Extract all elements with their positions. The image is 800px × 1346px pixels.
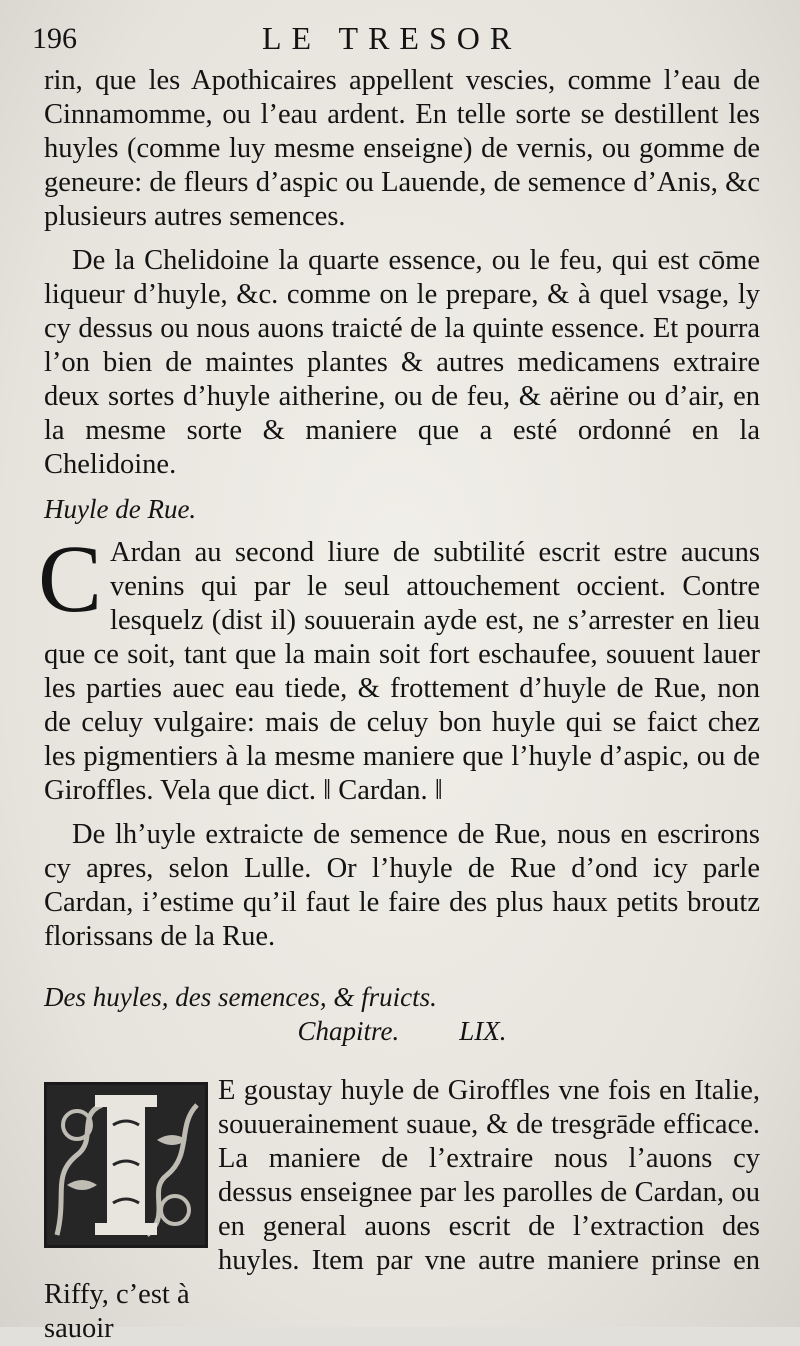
section-heading-rue: Huyle de Rue.	[44, 494, 197, 524]
paragraph-4: De lh’uyle extraicte de semence de Rue, nous en escrirons cy apres, selon Lulle. Or l’huyle de Rue d’ond icy parle Cardan, i’estime qu’il faut le faire des plus haux petits broutz florissans de la Rue.	[44, 819, 760, 952]
catchword: sauoir	[44, 1313, 114, 1344]
paragraph-1: rin, que les Apothicaires appellent vescies, comme l’eau de Cinnamomme, ou l’eau ardent. En telle sorte se destillent les huyles (comme luy mesme enseigne) de vernis, ou gomme de geneure: de fleurs d’aspic ou Lauende, de semence d’Anis, &c plusieurs autres semences.	[44, 65, 760, 232]
chapter-label: Chapitre.	[297, 1016, 400, 1046]
paragraph-3-text: Ardan au second liure de subtilité escrit estre aucuns venins qui par le seul attouchement occient. Contre lesquelz (dist il) souuerain ayde est, ne s’arrester en lieu que ce soit, tant que la main soit fort eschaufee, souuent lauer les parties auec eau tiede, & frottement d’huyle de Rue, non de celuy vulgaire: mais de celuy bon huyle qui se faict chez les pigmentiers à la mesme maniere que l’huyle d’aspic, ou de Giroffles. Vela que dict. ‖ Cardan. ‖	[44, 537, 760, 806]
decorated-initial-i	[44, 1082, 208, 1248]
drop-cap-initial: C	[38, 525, 103, 632]
paragraph-gap	[44, 954, 760, 980]
paragraph-5-text: E goustay huyle de Giroffles vne fois en Italie, souuerainement suaue, & de tresgrāde efficace. La maniere de l’extraire nous l’auons cy dessus enseignee par les parolles de Cardan, ou en general auons escrit de l’extraction des huyles. Item par vne autre maniere prinse en Riffy, c’est à	[44, 1075, 760, 1310]
paragraph-gap	[44, 526, 760, 536]
chapter-number: LIX.	[459, 1016, 507, 1046]
chapter-label-line	[44, 1014, 760, 1048]
text-block	[38, 64, 760, 1346]
paragraph-gap	[44, 808, 760, 818]
running-title: LE TRESOR	[262, 20, 522, 56]
paragraph-gap	[44, 1048, 760, 1074]
chapter-title: Des huyles, des semences, & fruicts.	[44, 982, 437, 1012]
paragraph-gap	[44, 234, 760, 244]
paragraph-gap	[44, 482, 760, 492]
ornament-icon	[47, 1085, 205, 1245]
paragraph-5	[44, 1074, 760, 1346]
paragraph-2: De la Chelidoine la quarte essence, ou le feu, qui est cōme liqueur d’huyle, &c. comme on le prepare, & à quel vsage, ly cy dessus ou nous auons traicté de la quinte essence. Et pourra l’on bien de maintes plantes & autres medicamens extraire deux sortes d’huyle aitherine, ou de feu, & aërine ou d’air, en la mesme sorte & maniere que a esté ordonné en la Chelidoine.	[44, 245, 760, 480]
page-number: 196	[32, 22, 77, 55]
paragraph-3	[38, 525, 760, 808]
page-header	[32, 18, 772, 58]
